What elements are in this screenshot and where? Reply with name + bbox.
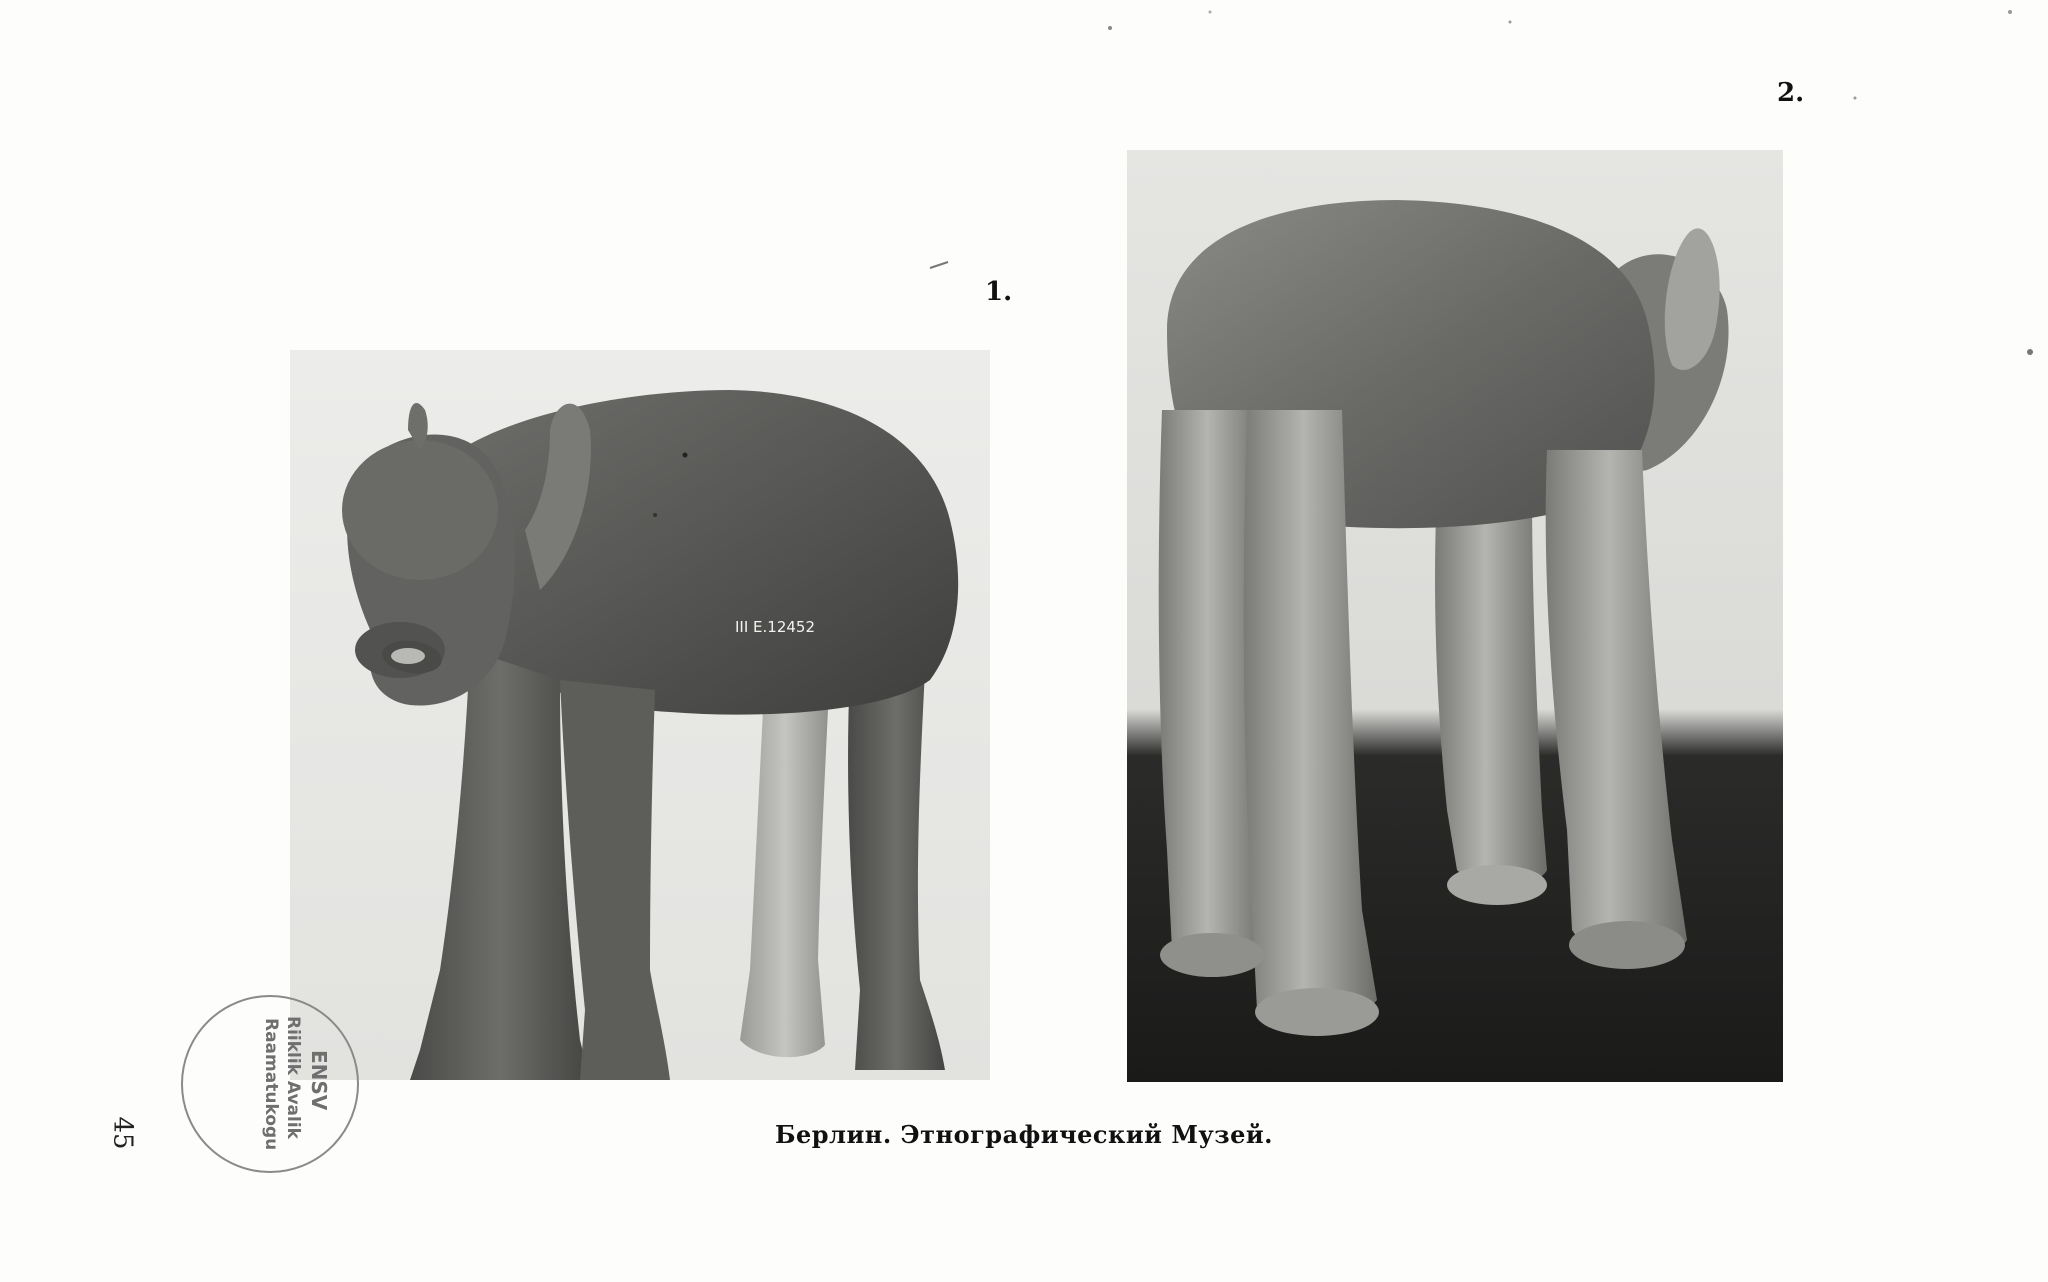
svg-text:ENSV: ENSV — [307, 1050, 331, 1111]
catalog-mark: III E.12452 — [735, 618, 816, 636]
page-number: 45 — [107, 1116, 138, 1150]
svg-text:Raamatukogu: Raamatukogu — [261, 1018, 281, 1151]
library-stamp — [176, 990, 364, 1178]
photo-wooden-bull-side — [290, 350, 990, 1080]
plate-caption: Берлин. Этнографический Музей. — [775, 1120, 1273, 1149]
photo-wooden-bull-rear — [1127, 150, 1783, 1082]
plate-number-2: 2. — [1777, 78, 1805, 108]
plate-number-1: 1. — [985, 277, 1013, 307]
svg-text:Riiklik Avalik: Riiklik Avalik — [283, 1016, 303, 1139]
